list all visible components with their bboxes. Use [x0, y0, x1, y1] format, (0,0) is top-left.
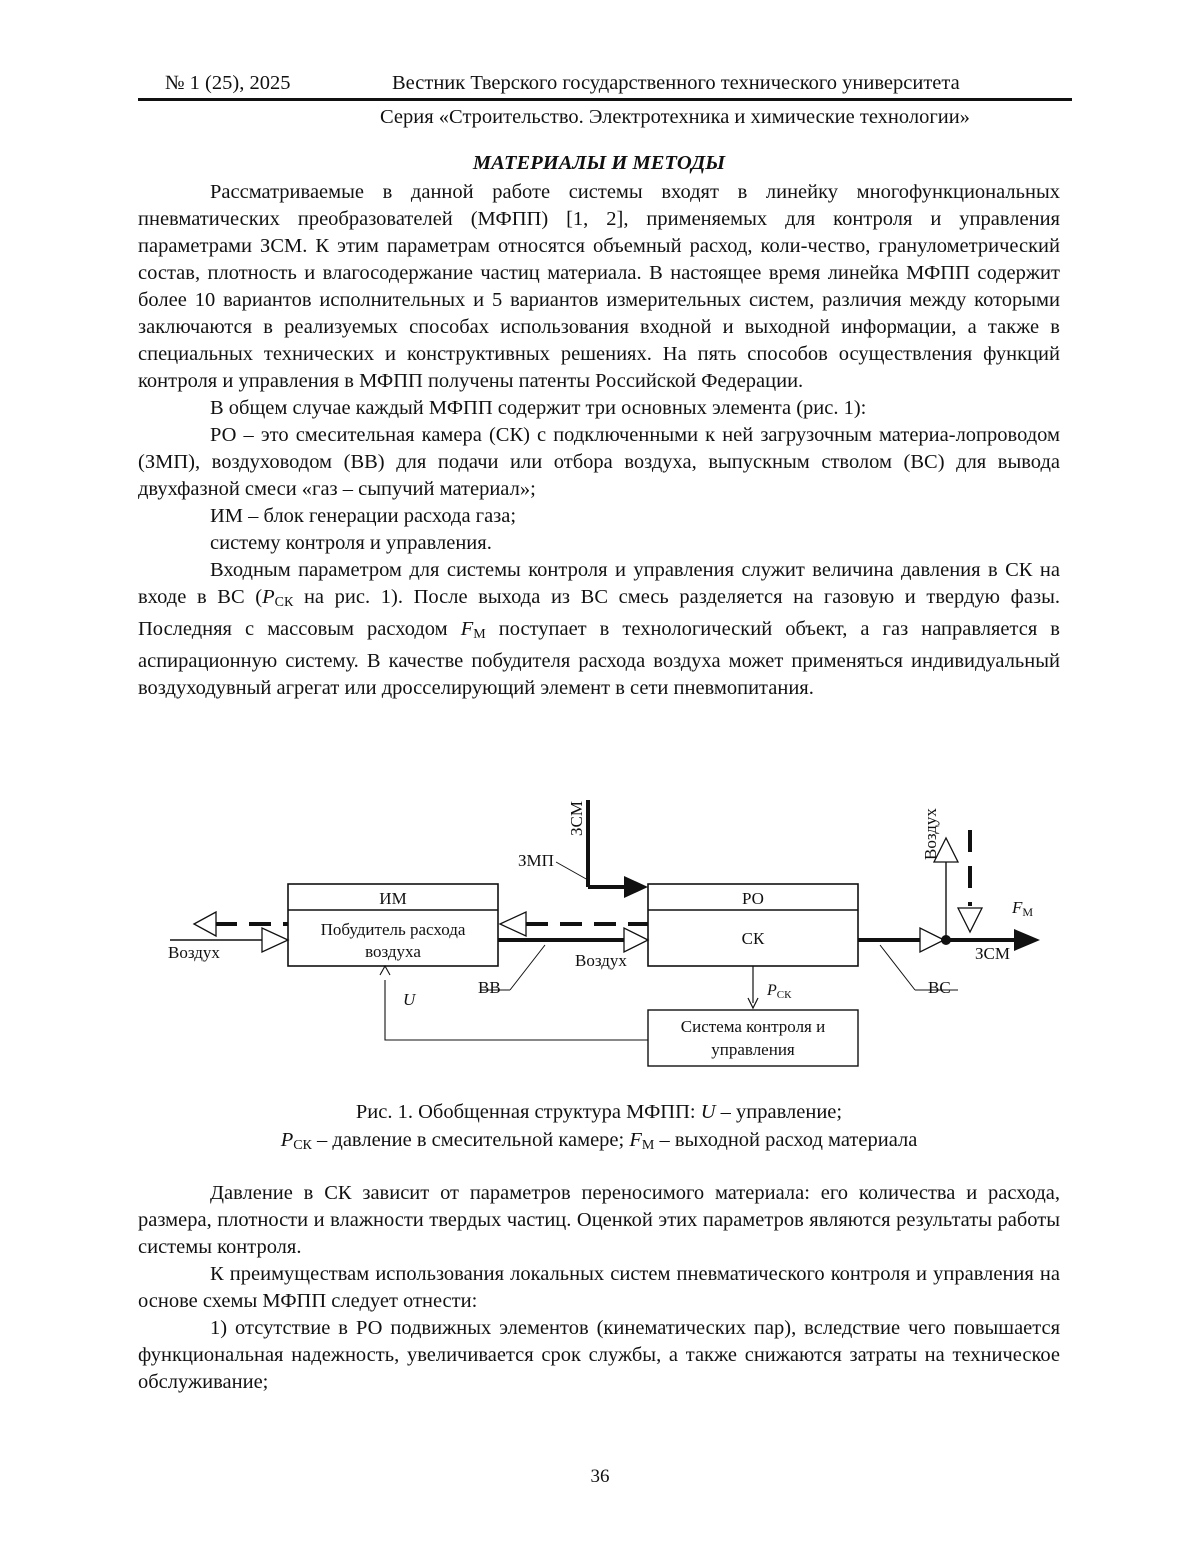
output-line — [858, 898, 1040, 963]
u-feedback-line — [380, 966, 648, 1040]
im-body-line2: воздуха — [365, 942, 421, 961]
issue-number: № 1 (25), 2025 — [165, 72, 291, 94]
label-vs: ВС — [928, 978, 951, 997]
left-dashed-air-out — [194, 912, 288, 936]
paragraph-5: систему контроля и управления. — [210, 532, 492, 554]
im-title: ИМ — [379, 889, 407, 908]
label-air-mid: Воздух — [575, 951, 627, 970]
body-text-top — [138, 150, 1060, 702]
zmp-leader — [556, 862, 588, 880]
label-zmp: ЗМП — [518, 851, 554, 870]
label-vv: ВВ — [478, 978, 501, 997]
figure-caption — [138, 1098, 1060, 1160]
figure-block-diagram — [0, 780, 1200, 1080]
page-number: 36 — [590, 1466, 610, 1487]
vv-leader — [510, 945, 545, 990]
journal-title: Вестник Тверского государственного технического университета — [392, 72, 960, 94]
paragraph-1: Рассматриваемые в данной работе системы входят в линейку многофункциональных пневматических преобразователей (МФПП) [1, 2], применяемых для контроля и управления параметрами ЗСМ. К этим параметрам относятся объемный расход, коли-чество, гранулометрический состав, плотность и влагосодержание частиц материала. В настоящее время линейка МФПП содержит более 10 вариантов исполнительных и 5 вариантов измерительных систем, различия между которыми заключаются в реализуемых способах использования входной и выходной информации, а также в специальных технических и конструктивных решениях. На пять способов осуществления функций контроля и управления в МФПП получены патенты Российской Федерации. — [138, 181, 1060, 392]
label-zsm-top: ЗСМ — [567, 801, 586, 836]
ro-body: СК — [741, 929, 765, 948]
dashed-air-down — [958, 830, 982, 932]
label-u: U — [403, 990, 416, 1009]
control-line1: Система контроля и — [680, 1017, 826, 1036]
ro-title: РО — [742, 889, 764, 908]
im-block — [288, 884, 498, 966]
series-title: Серия «Строительство. Электротехника и химические технологии» — [380, 106, 970, 128]
label-air-top: Воздух — [921, 808, 940, 860]
vs-leader — [880, 945, 915, 990]
air-im-to-ro — [498, 928, 648, 970]
pck-arrow — [748, 966, 792, 1008]
left-air-in — [168, 928, 288, 962]
paragraph-7: Давление в СК зависит от параметров переносимого материала: его количества и расхода, размера, плотности и влажности твердых частиц. Оценкой этих параметров являются результаты работы системы контроля. — [138, 1182, 1060, 1258]
paragraph-6: Входным параметром для системы контроля и управления служит величина давления в СК на входе в ВС ($P_{СК}$ на рис. 1). После выхода из ВС смесь разделяется на газовую и твердую фазы. Последняя с массовым расходом $F_М$ поступает в технологический объект, а газ направляется в аспирационную систему. В качестве побудителя расхода воздуха может применяться индивидуальный воздуходувный агрегат или дросселирующий элемент в сети пневмопитания. — [138, 559, 1060, 699]
header-rule — [138, 98, 1072, 101]
paragraph-4: ИМ – блок генерации расхода газа; — [210, 505, 517, 527]
paragraph-2: В общем случае каждый МФПП содержит три основных элемента (рис. 1): — [210, 397, 867, 419]
paragraph-9: 1) отсутствие в РО подвижных элементов (кинематических пар), вследствие чего повышается функциональная надежность, увеличивается срок службы, а также снижаются затраты на техническое обслуживание; — [138, 1317, 1060, 1393]
air-up-arrow — [921, 808, 958, 940]
label-pck: PСК — [767, 982, 792, 1001]
paragraph-8: К преимуществам использования локальных систем пневматического контроля и управления на основе схемы МФПП следует отнести: — [138, 1263, 1060, 1312]
body-text-bottom — [138, 1180, 1060, 1396]
label-fm: FМ — [1012, 898, 1034, 919]
label-zsm-right: ЗСМ — [975, 944, 1010, 963]
control-system-block — [648, 1010, 858, 1066]
caption-line-1: Рис. 1. Обобщенная структура МФПП: U – управление; — [355, 1101, 843, 1123]
section-title: МАТЕРИАЛЫ И МЕТОДЫ — [472, 152, 726, 174]
paragraph-3: РО – это смесительная камера (СК) с подключенными к ней загрузочным материа-лопроводом (ЗМП), воздуховодом (ВВ) для подачи или отбора воздуха, выпускным стволом (ВС) для вывода двухфазной смеси «газ – сыпучий материал»; — [138, 424, 1060, 500]
caption-line-2: $P_{СК}$ – давление в смесительной камере; $F_М$ – выходной расход материала — [280, 1129, 918, 1153]
zsm-input-arrow — [567, 800, 648, 898]
label-air-left: Воздух — [168, 943, 220, 962]
control-line2: управления — [711, 1040, 795, 1059]
im-body-line1: Побудитель расхода — [320, 920, 466, 939]
ro-block — [648, 884, 858, 966]
